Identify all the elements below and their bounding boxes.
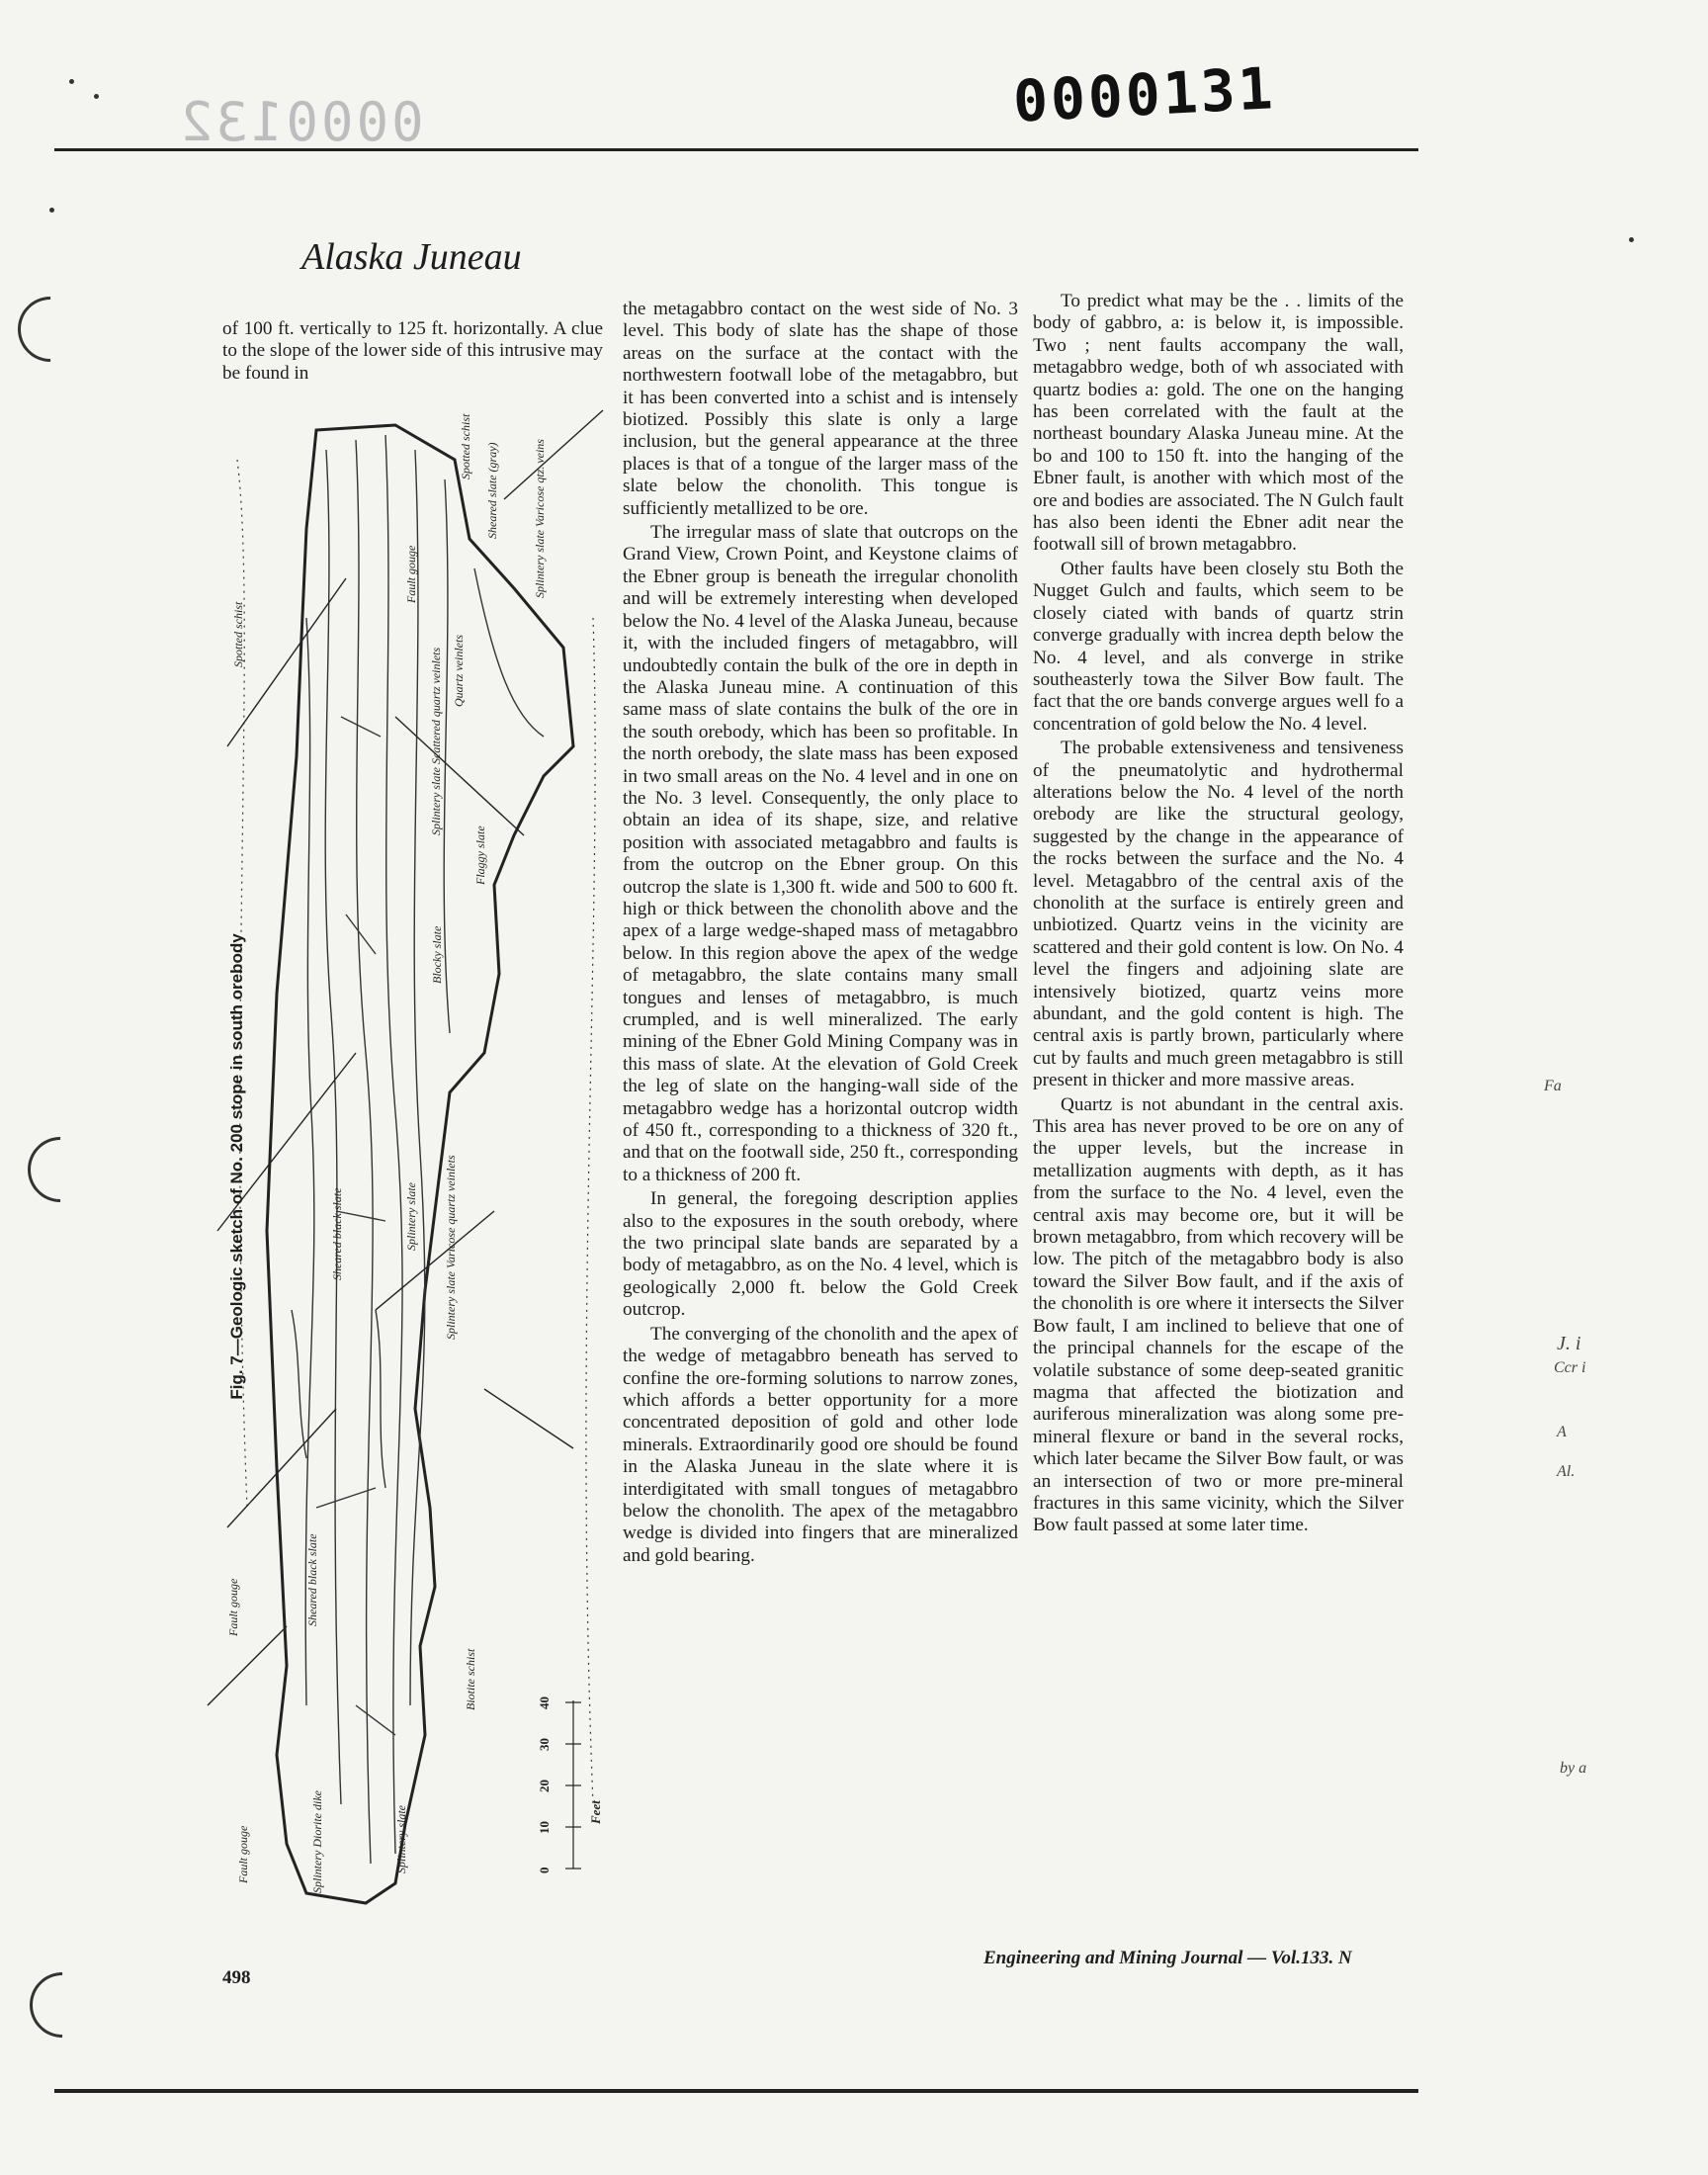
speck <box>49 208 54 213</box>
paragraph: To predict what may be the . . limits of the body of gabbro, a: is below it, is impossible. Two ; nent faults accompany the wall, metagabbro wedge, both of wh associated with quartz bodies a: gold. The one on the hanging has been correlated with the fault at the northeast boundary Alaska Juneau mine. At the bo and 100 to 150 ft. into the hanging of the Ebner fault, is another with which most of the ore and bodies are associated. The N Gulch fault has also been identi the Ebner adit near the footwall sill of brown metagabbro. <box>1033 291 1404 556</box>
journal-footer: Engineering and Mining Journal — Vol.133. N <box>983 1948 1352 1968</box>
figure-caption: Fig. 7—Geologic sketch of No. 200 stope in south orebody <box>227 933 246 1400</box>
figure-label: Quartz veinlets <box>452 635 466 707</box>
bleed-fragment: J. i <box>1557 1333 1581 1354</box>
figure-label: Splintery slate Varicose quartz veinlets <box>444 1155 458 1340</box>
paragraph: the metagabbro contact on the west side of No. 3 level. This body of slate has the shape of those areas on the surface at the contact with the northwestern footwall lobe of the metagabbro, but it has been converted into a schist and is intensely biotized. Possibly this slate is only a large inclusion, but the general appearance at the three places is that of a tongue of the larger mass of the slate below the chonolith. This tongue is sufficiently metallized to be ore. <box>623 299 1018 519</box>
figure-label: Spotted schist <box>231 601 245 667</box>
scale-unit-label: Feet <box>588 1800 603 1824</box>
paragraph: Other faults have been closely stu Both the Nugget Gulch and faults, which seem to be closely ciated with bands of quartz strin converge gradually with increa depth below the No. 4 level, and als converge in strike southeasterly towa the Silver Bow fault. The fact that the ore bands converge argues well fo a concentration of gold below the No. 4 level. <box>1033 558 1404 735</box>
page-stamp: 0000131 <box>1011 54 1278 135</box>
speck <box>94 94 99 99</box>
section-title: Alaska Juneau <box>301 236 522 278</box>
page-number: 498 <box>222 1967 251 1988</box>
column-1-text <box>222 318 603 387</box>
speck <box>1629 237 1634 242</box>
scale-tick-label: 40 <box>537 1696 552 1709</box>
figure-label: Flaggy slate <box>473 826 487 885</box>
figure-label: Sheared black slate <box>330 1187 344 1280</box>
column-3-text <box>1033 291 1404 1971</box>
figure-label: Sheared black slate <box>305 1533 319 1626</box>
column-2-text <box>623 299 1018 1940</box>
figure-label: Splintery slate <box>404 1182 418 1251</box>
bleed-fragment: by a <box>1560 1760 1587 1777</box>
figure-label: Splintery slate <box>394 1805 408 1873</box>
bleed-fragment: Ccr i <box>1554 1359 1586 1376</box>
scale-tick-label: 0 <box>537 1867 552 1873</box>
scale-bar <box>565 1700 581 1869</box>
bleed-fragment: Al. <box>1557 1463 1576 1480</box>
figure-label: Fault gouge <box>236 1825 250 1883</box>
figure-label: Blocky slate <box>430 925 444 984</box>
paragraph: The converging of the chonolith and the apex of the wedge of metagabbro beneath has served to confine the ore-forming solutions to narrow zones, which affords a better opportunity for a more concentrated deposition of gold and other lode minerals. Extraordinarily good ore should be found in the Alaska Juneau in the slate where it is interdigitated with small tongues of metagabbro below the chonolith. The apex of the metagabbro wedge is divided into fingers that are mineralized and gold bearing. <box>623 1323 1018 1566</box>
paragraph: Quartz is not abundant in the central axis. This area has never proved to be ore on any of the upper levels, but the increase in metallization augments with depth, as it has from the surface to the No. 4 level, even the central axis may become ore, but it will be brown metagabbro, from which recovery will be low. The pitch of the metagabbro body is also toward the Silver Bow fault, and if the axis of the chonolith is ore where it intersects the Silver Bow fault, I am inclined to believe that one of the principal channels for the escape of the volatile substance of some deep-seated granitic magma that affected the biotization and auriferous mineralization was along some pre-mineral flexure or band in the several rocks, which later became the Silver Bow fault, or was an intersection of two or more pre-mineral fractures in this same vicinity, which the Silver Bow fault passed at some later time. <box>1033 1093 1404 1536</box>
bleed-fragment: Fa <box>1544 1078 1562 1094</box>
ghost-page-stamp: 0000132 <box>178 91 424 153</box>
paragraph: of 100 ft. vertically to 125 ft. horizontally. A clue to the slope of the lower side of this intrusive may be found in <box>222 318 603 384</box>
bleed-fragment: A <box>1557 1424 1567 1440</box>
figure-label: Fault gouge <box>226 1578 240 1636</box>
paragraph: The probable extensiveness and tensiveness of the pneumatolytic and hydrothermal alterations below the No. 4 level of the north orebody are like the structural geology, suggested by the change in the appearance of the rocks between the surface and the No. 4 level. Metagabbro of the central axis of the chonolith at the surface is entirely green and unbiotized. Quartz veins in the vicinity are scattered and their gold content is low. On No. 4 level the fingers and adjoining slate are intensively biotized, quartz veins more abundant, and the gold content is high. The central axis is partly brown, particularly where cut by faults and much green metagabbro is still present in thicker and more massive areas. <box>1033 738 1404 1091</box>
figure-label: Splintery slate Varicose qtz. veins <box>533 439 547 598</box>
figure-label: Biotite schist <box>464 1648 477 1710</box>
scale-tick-label: 10 <box>537 1821 552 1834</box>
paragraph: In general, the foregoing description applies also to the exposures in the south orebody, where the two principal slate bands are separated by a body of metagabbro, as on the No. 4 level, which is geologically 2,000 ft. below the Gold Creek outcrop. <box>623 1188 1018 1321</box>
figure-label: Splintery Diorite dike <box>310 1790 324 1893</box>
scale-tick-label: 20 <box>537 1780 552 1792</box>
figure-label: Spotted schist <box>459 413 472 479</box>
figure-label: Splintery slate Scattered quartz veinlets <box>429 647 443 835</box>
figure-label: Fault gouge <box>404 545 418 603</box>
paragraph: The irregular mass of slate that outcrops on the Grand View, Crown Point, and Keystone claims of the Ebner group is beneath the irregular chonolith and will be extremely interesting when developed below the No. 4 level of the Alaska Juneau, because it, with the included fingers of metagabbro, will undoubtedly contain the bulk of the ore in depth in the Alaska Juneau mine. A continuation of this same mass of slate contains the bulk of the ore in the south orebody, which has been so profitable. In the north orebody, the slate mass has been exposed in two small areas on the No. 4 level and in one on the No. 3 level. Consequently, the only place to obtain an idea of its shape, size, and relative position with associated metagabbro and faults is from the outcrop on the Ebner group. On this outcrop the slate is 1,300 ft. wide and 500 to 600 ft. high or thick between the chonolith above and the apex of a large wedge-shaped mass of metagabbro below. In this region above the apex of the wedge of metagabbro, the slate contains many small tongues and lenses of metagabbro, is much crumpled, and is well mineralized. The early mining of the Ebner Gold Mining Company was in this mass of slate. At the elevation of Gold Creek the leg of slate on the hanging-wall side of the metagabbro wedge has a horizontal outcrop width of 450 ft., corresponding to a thickness of 320 ft., and that on the footwall side, 250 ft., corresponding to a thickness of 200 ft. <box>623 522 1018 1185</box>
speck <box>69 79 74 84</box>
scale-tick-label: 30 <box>537 1738 552 1751</box>
figure-label: Sheared slate (gray) <box>485 442 499 539</box>
